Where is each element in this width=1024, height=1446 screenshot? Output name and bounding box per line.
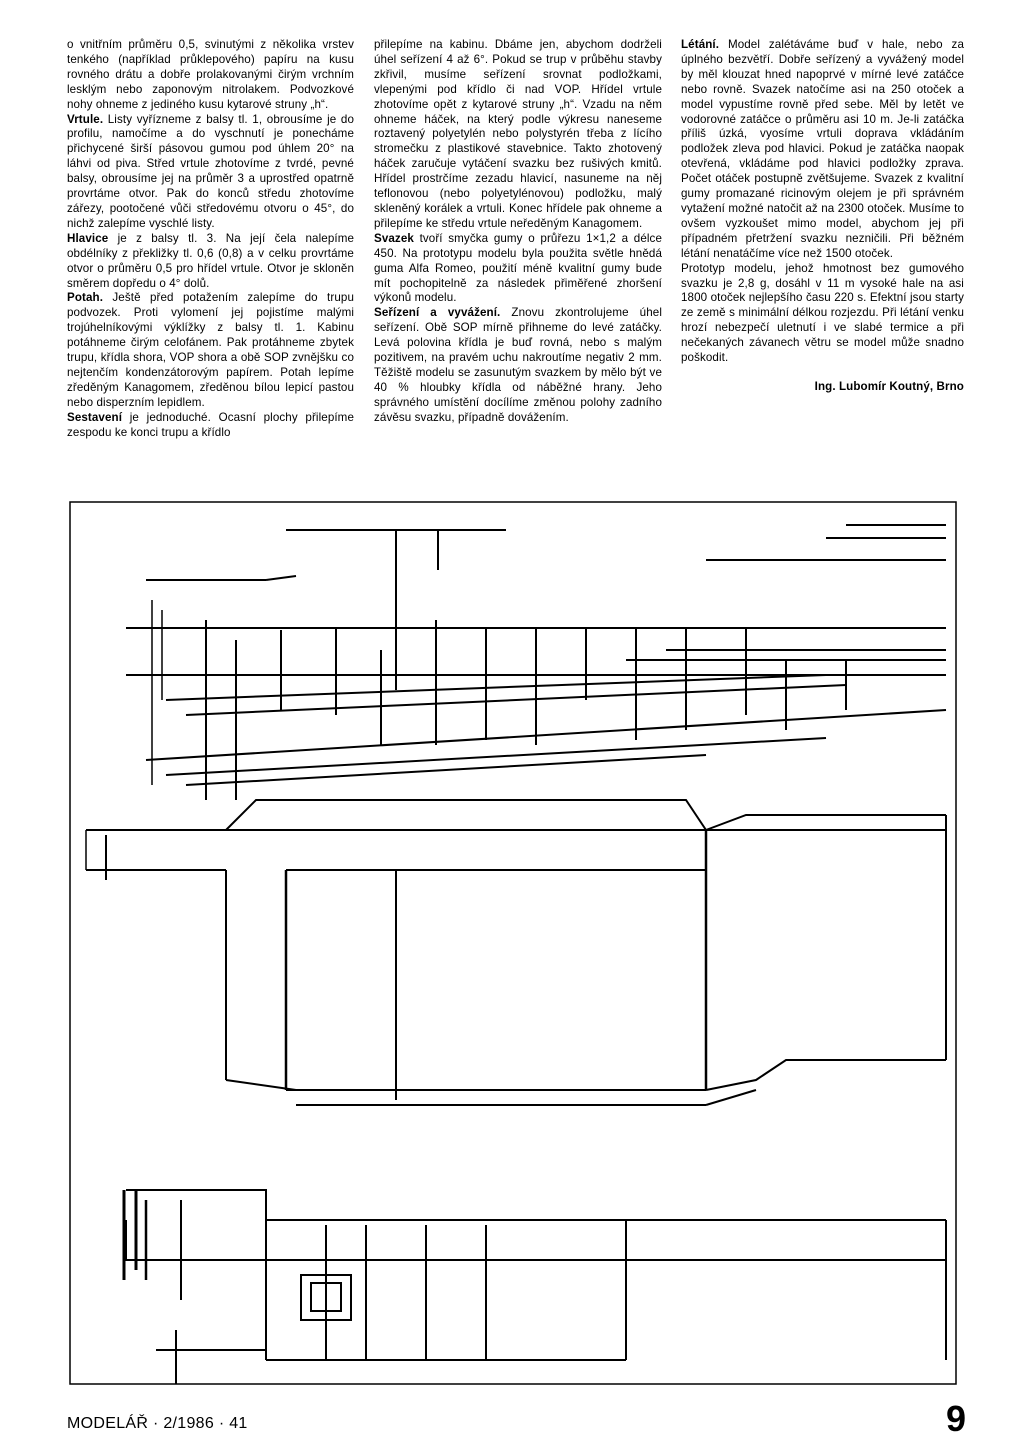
paragraph-serizeni: Seřízení a vyvážení. Znovu zkontrolujeme úhel seřízení. Obě SOP mírně přihneme do levé zatáčky. Levá polovina křídla je buď rovná, nebo s malým pozitivem, na pravém uchu nakroutíme negativ 2 mm. Těžiště modelu se zasunutým svazkem by mělo být ve 40 % hloubky křídla od náběžné hrany. Jeho správného umístění docílíme změnou polohy zadního závěsu svazku, případně dovážením. [374,306,662,424]
text-column-2 [374,38,662,426]
paragraph-lead: Létání. [681,38,720,51]
page-number: 9 [946,1398,967,1439]
magazine-footer: MODELÁŘ · 2/1986 · 41 [67,1415,248,1432]
text-column-3 [681,38,964,395]
paragraph-lead: Potah. [67,291,104,305]
text-column-1 [67,38,354,440]
paragraph-lead: Hlavice [67,231,109,245]
drawing-frame [70,502,956,1384]
paragraph-vrtule: Vrtule. Listy vyřízneme z balsy tl. 1, obrousíme je do profilu, namočíme a do vyschnutí je ponecháme přichycené širší pásovou gumou pod úhlem 20° na láhvi od piva. Střed vrtule zhotovíme z tvrdé, pevné balsy, obrousíme jej na průměr 3 a uprostřed opatrně provrtáme otvor. Pak do konců středu zhotovíme zářezy, pootočené vůči středovému otvoru o 45°, do nichž zalepíme vyschlé listy. [67,112,354,230]
paragraph-lead: Svazek [374,231,414,245]
paragraph-potah: Potah. Ještě před potažením zalepíme do trupu podvozek. Proti vylomení jej pojistíme malými trojúhelníkovými výklížky z balsy tl. 1. Kabinu potáhneme čirým celofánem. Pak protáhneme zbytek trupu, křídla shora, VOP shora a obě SOP zvnějšku co nejtenčím kondenzátorovým papírem. Potah lepíme zředěným Kanagomem, zředěnou bílou lepicí pastou nebo disperzním lepidlem. [67,291,354,409]
paragraph-lead: Sestavení [67,410,123,424]
paragraph-sestaveni: Sestavení je jednoduché. Ocasní plochy přilepíme zespodu ke konci trupu a křídlo [67,410,354,439]
paragraph-lead: Seřízení a vyvážení. [374,306,501,320]
paragraph-lead: Vrtule. [67,112,104,126]
paragraph: přilepíme na kabinu. Dbáme jen, abychom dodrželi úhel seřízení 4 až 6°. Pokud se trup v průběhu stavby zkřivil, musíme seřízení srovnat podložkami, vlepenými pod křídlo či nad VOP. Hřídel vrtule zhotovíme opět z kytarové struny „h“. Vzadu na něm ohneme háček, na který podle výkresu naneseme roztavený polyetylén nebo polystyrén třeba z lícího stromečku z plastikové stavebnice. Takto zhotovený háček zaručuje vytáčení svazku bez rušivých kmitů. Hřídel prostrčíme zezadu hlavicí, nasuneme na něj teflonovou (nebo polyetylénovou) podložku, malý skleněný korálek a vrtuli. Konec hřídele pak ohneme a přilepíme ke středu vrtule neředěným Kanagomem. [374,38,662,230]
wing-plan [126,525,946,800]
paragraph-letani: Létání. Model zalétáváme buď v hale, nebo za úplného bezvětří. Dobře seřízený a vyvážený model by měl klouzat hned napoprvé v mírné levé zatáčce nebo rovně. Svazek natočíme asi na 250 otoček a model vypustíme rovně před sebe. Měl by letět ve vodorovné zatáčce o průměru asi 10 m. Je-li zatáčka příliš úzká, vyosíme vrtuli doprava vkládáním podložek zleva pod hlavici. Pokud je zatáčka naopak otevřená, vkládáme pod hlavici podložky zprava. Počet otáček postupně zvětšujeme. Svazek z kvalitní gumy promazané ricinovým olejem je při správném vytažení možné natočit až na 2300 otoček. Musíme to ovšem vyzkoušet mimo model, abychom jej při případném přetržení svazku nezničili. Při běžném létání nenatáčíme více než 1500 otoček. [681,38,964,260]
paragraph-svazek: Svazek tvoří smyčka gumy o průřezu 1×1,2 a délce 450. Na prototypu modelu byla použita světle hnědá guma Alfa Romeo, použití méně kvalitní gumy bude mít pochopitelně za následek přiměřené zhoršení výkonů modelu. [374,231,662,305]
fuselage-side-view [86,800,946,1105]
fuselage-top-view [124,1190,946,1384]
technical-drawing [66,500,966,1390]
paragraph-prototyp: Prototyp modelu, jehož hmotnost bez gumového svazku je 2,8 g, dosáhl v 11 m vysoké hale na asi 1800 otoček nejlepšího času 220 s. Efektní jsou starty ze země s minimální délkou rozjezdu. Při létání venku hrozí nebezpečí uletnutí i ve slabé termice a při nečekaných závanech větru se model může snadno poškodit. [681,261,964,365]
author-signature: Ing. Lubomír Koutný, Brno [814,379,964,393]
paragraph-hlavice: Hlavice je z balsy tl. 3. Na její čela nalepíme obdélníky z překližky tl. 0,6 (0,8) a v celku provrtáme otvor o průměru 0,5 pro hřídel vrtule. Otvor je skloněn směrem dopředu o 4° dolů. [67,231,354,290]
paragraph: o vnitřním průměru 0,5, svinutými z několika vrstev tenkého (například průklepového) papíru na kusu rovného drátu a dobře prolakovanými čirým vrchním lesklým nebo zaponovým nitrolakem. Podvozkové nohy ohneme z jediného kusu kytarové struny „h“. [67,38,354,111]
